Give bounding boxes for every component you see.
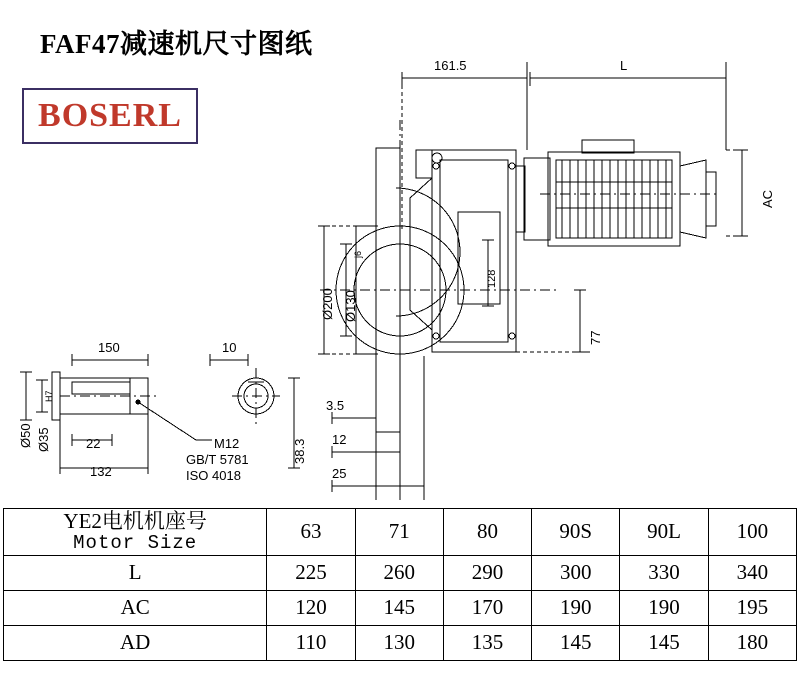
cell-AD-2: 135 — [443, 625, 531, 660]
table-col-4: 90L — [620, 509, 708, 556]
dim-10: 10 — [222, 340, 237, 355]
table-col-5: 100 — [708, 509, 796, 556]
table-header-row — [4, 509, 797, 556]
dim-38-3: 38.3 — [292, 438, 307, 464]
dim-3-5: 3.5 — [326, 398, 345, 413]
dim-AC: AC — [760, 189, 775, 208]
spec-table — [3, 508, 797, 661]
dim-shaft-dia-50: Ø50 — [18, 423, 33, 448]
dim-22: 22 — [86, 436, 101, 451]
cell-L-2: 290 — [443, 555, 531, 590]
dim-161-5: 161.5 — [434, 58, 467, 73]
dim-shaft-dia-35: Ø35 — [36, 427, 51, 452]
table-row — [4, 590, 797, 625]
table-col-1: 71 — [355, 509, 443, 556]
header-label-en: Motor Size — [73, 532, 198, 555]
dim-150: 150 — [98, 340, 120, 355]
cell-L-4: 330 — [620, 555, 708, 590]
table-col-0: 63 — [267, 509, 355, 556]
table-col-3: 90S — [532, 509, 620, 556]
callout-standard-iso: ISO 4018 — [186, 468, 241, 483]
dim-flange-bolt-circle: Ø130 — [343, 290, 358, 322]
table-row — [4, 555, 797, 590]
cell-AD-5: 180 — [708, 625, 796, 660]
page-title: FAF47减速机尺寸图纸 — [40, 29, 313, 59]
dim-128: 128 — [486, 269, 498, 288]
dim-25: 25 — [332, 466, 347, 481]
cell-L-1: 260 — [355, 555, 443, 590]
table-col-2: 80 — [443, 509, 531, 556]
dim-flange-outer: Ø200 — [320, 288, 335, 320]
header-label-cn: YE2电机机座号 — [63, 509, 207, 533]
cell-AC-5: 195 — [708, 590, 796, 625]
cell-L-3: 300 — [532, 555, 620, 590]
dim-132: 132 — [90, 464, 112, 479]
table-row — [4, 625, 797, 660]
cell-AC-3: 190 — [532, 590, 620, 625]
cell-AD-1: 130 — [355, 625, 443, 660]
cell-AC-1: 145 — [355, 590, 443, 625]
cell-AD-4: 145 — [620, 625, 708, 660]
cell-AD-3: 145 — [532, 625, 620, 660]
row-label-AC: AC — [4, 590, 267, 625]
dim-shaft-dia-35-tol: H7 — [44, 390, 54, 402]
cell-AC-4: 190 — [620, 590, 708, 625]
dim-L: L — [620, 58, 628, 73]
table-header-cell — [4, 509, 267, 556]
cell-L-5: 340 — [708, 555, 796, 590]
dim-flange-bolt-circle-tol: j6 — [353, 250, 363, 258]
cell-AC-2: 170 — [443, 590, 531, 625]
cell-AD-0: 110 — [267, 625, 355, 660]
logo-text: BOSERL — [38, 97, 182, 134]
callout-standard-gbt: GB/T 5781 — [186, 452, 249, 467]
dim-77: 77 — [588, 330, 603, 345]
row-label-AD: AD — [4, 625, 267, 660]
row-label-L: L — [4, 555, 267, 590]
dim-12: 12 — [332, 432, 347, 447]
callout-thread: M12 — [214, 436, 240, 451]
cell-L-0: 225 — [267, 555, 355, 590]
cell-AC-0: 120 — [267, 590, 355, 625]
